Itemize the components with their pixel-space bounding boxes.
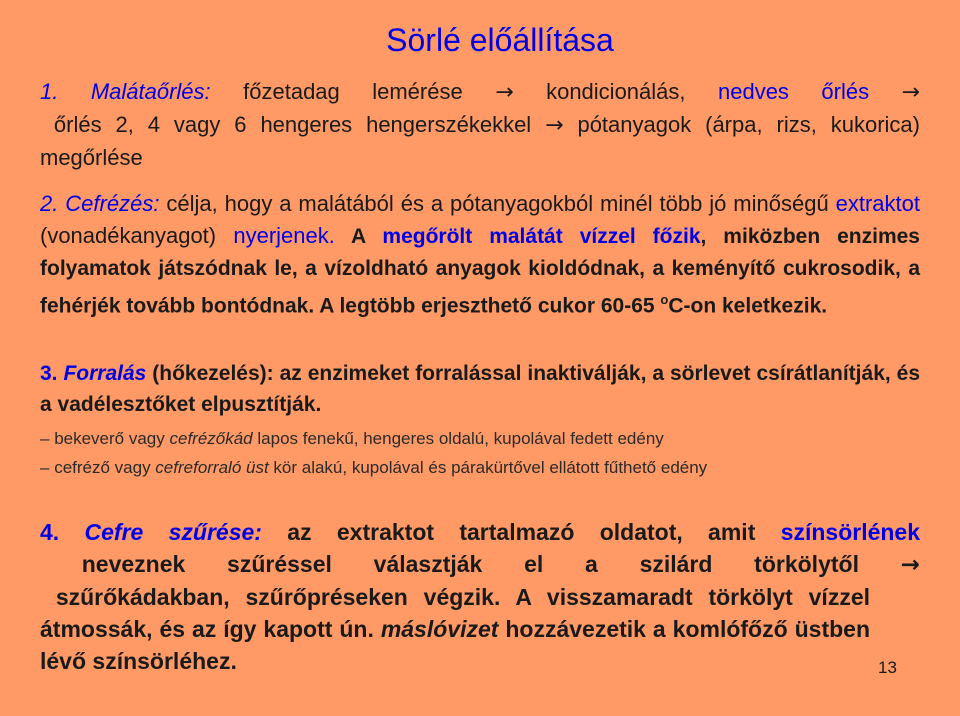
term-mash-filtering: Cefre szűrése: (84, 519, 262, 545)
degree-symbol: o (660, 292, 669, 307)
term-obtain: nyerjenek. (233, 223, 335, 248)
term-mash-kettle: cefreforraló üst (155, 458, 269, 477)
text-segment: A (334, 225, 383, 248)
term-ground-malt: megőrölt malátát vízzel főzik (382, 225, 701, 248)
text-segment: az extraktot tartalmazó oldatot, amit (261, 519, 781, 545)
text-segment: bekeverő vagy (49, 429, 170, 448)
page-number: 13 (878, 658, 897, 677)
term-wort: színsörlének (780, 519, 921, 545)
text-segment: (vonadékanyagot) (40, 191, 927, 248)
arrow-right-icon: → (900, 552, 920, 578)
text-segment: célja, hogy a malátából és a pótanyagokból minél több jó minőségű (159, 191, 836, 216)
p4-line-2 (40, 548, 920, 581)
p1-lines-rest (40, 109, 927, 174)
step-number: 1. (40, 79, 59, 104)
text-segment: , miközben enzimes folyamatok játszódnak le, a vízoldható anyagok kioldódnak, a keményítő cukrosodik, a fehérjék tovább bontódnak. A legtöbb erjeszthető cukor 60-65 (40, 225, 920, 318)
text-segment: pótanyagok (árpa, rizs, kukorica) megőrlése (40, 112, 927, 170)
paragraph-mash-filtering (40, 516, 920, 677)
paragraph-malt-milling (40, 76, 927, 174)
text-segment: (hőkezelés): az enzimeket forralással inaktiválják, a sörlevet csírátlanítják, és a vadélesztőket elpusztítják. (40, 362, 926, 416)
text-segment: lapos fenekű, hengeres oldalú, kupolával fedett edény (252, 429, 664, 448)
term-extract: extraktot (835, 191, 920, 216)
text-segment: szűrőkádakban, szűrőpréseken végzik. A visszamaradt törkölyt vízzel átmossák, és az így kapott ún. (40, 584, 877, 642)
p4-lines-rest (40, 581, 877, 677)
term-boiling: Forralás (63, 362, 147, 385)
text-segment: hozzávezetik a komlófőző üstben lévő színsörléhez. (40, 616, 877, 674)
vessel-mixing-tun (40, 425, 920, 452)
dash: – (40, 458, 50, 477)
term-malt-milling: Malátaőrlés: (90, 79, 211, 104)
arrow-right-icon: → (495, 80, 514, 105)
step-number: 4. (40, 519, 60, 545)
text-segment: kondicionálás, (513, 79, 718, 104)
term-mash-tun: cefrézőkád (169, 429, 253, 448)
vessel-mash-kettle (40, 454, 920, 481)
term-wet-milling: nedves őrlés (717, 79, 870, 104)
term-mashing: Cefrézés: (65, 191, 160, 216)
arrow-right-icon: → (545, 113, 564, 138)
text-segment: neveznek szűréssel választják el a szilárd törkölytől (40, 551, 901, 577)
paragraph-boiling (40, 358, 926, 420)
paragraph-mashing (40, 188, 927, 321)
p4-line-1 (40, 516, 920, 548)
step-number: 2. (40, 191, 59, 216)
text-segment: kör alakú, kupolával és párakürtővel ellátott fűthető edény (268, 458, 708, 477)
text-segment: cefréző vagy (49, 458, 156, 477)
text-segment: őrlés 2, 4 vagy 6 hengeres hengerszékekkel (40, 112, 546, 137)
text-segment: C-on keletkezik. (668, 294, 828, 318)
page-title: Sörlé előállítása (386, 22, 614, 58)
term-sparge-water: máslóvizet (380, 616, 499, 642)
text-segment: főzetadag lemérése (210, 79, 496, 104)
arrow-right-icon: → (901, 80, 920, 105)
step-number: 3. (40, 362, 58, 385)
p1-line-1 (40, 76, 920, 109)
dash: – (40, 429, 50, 448)
